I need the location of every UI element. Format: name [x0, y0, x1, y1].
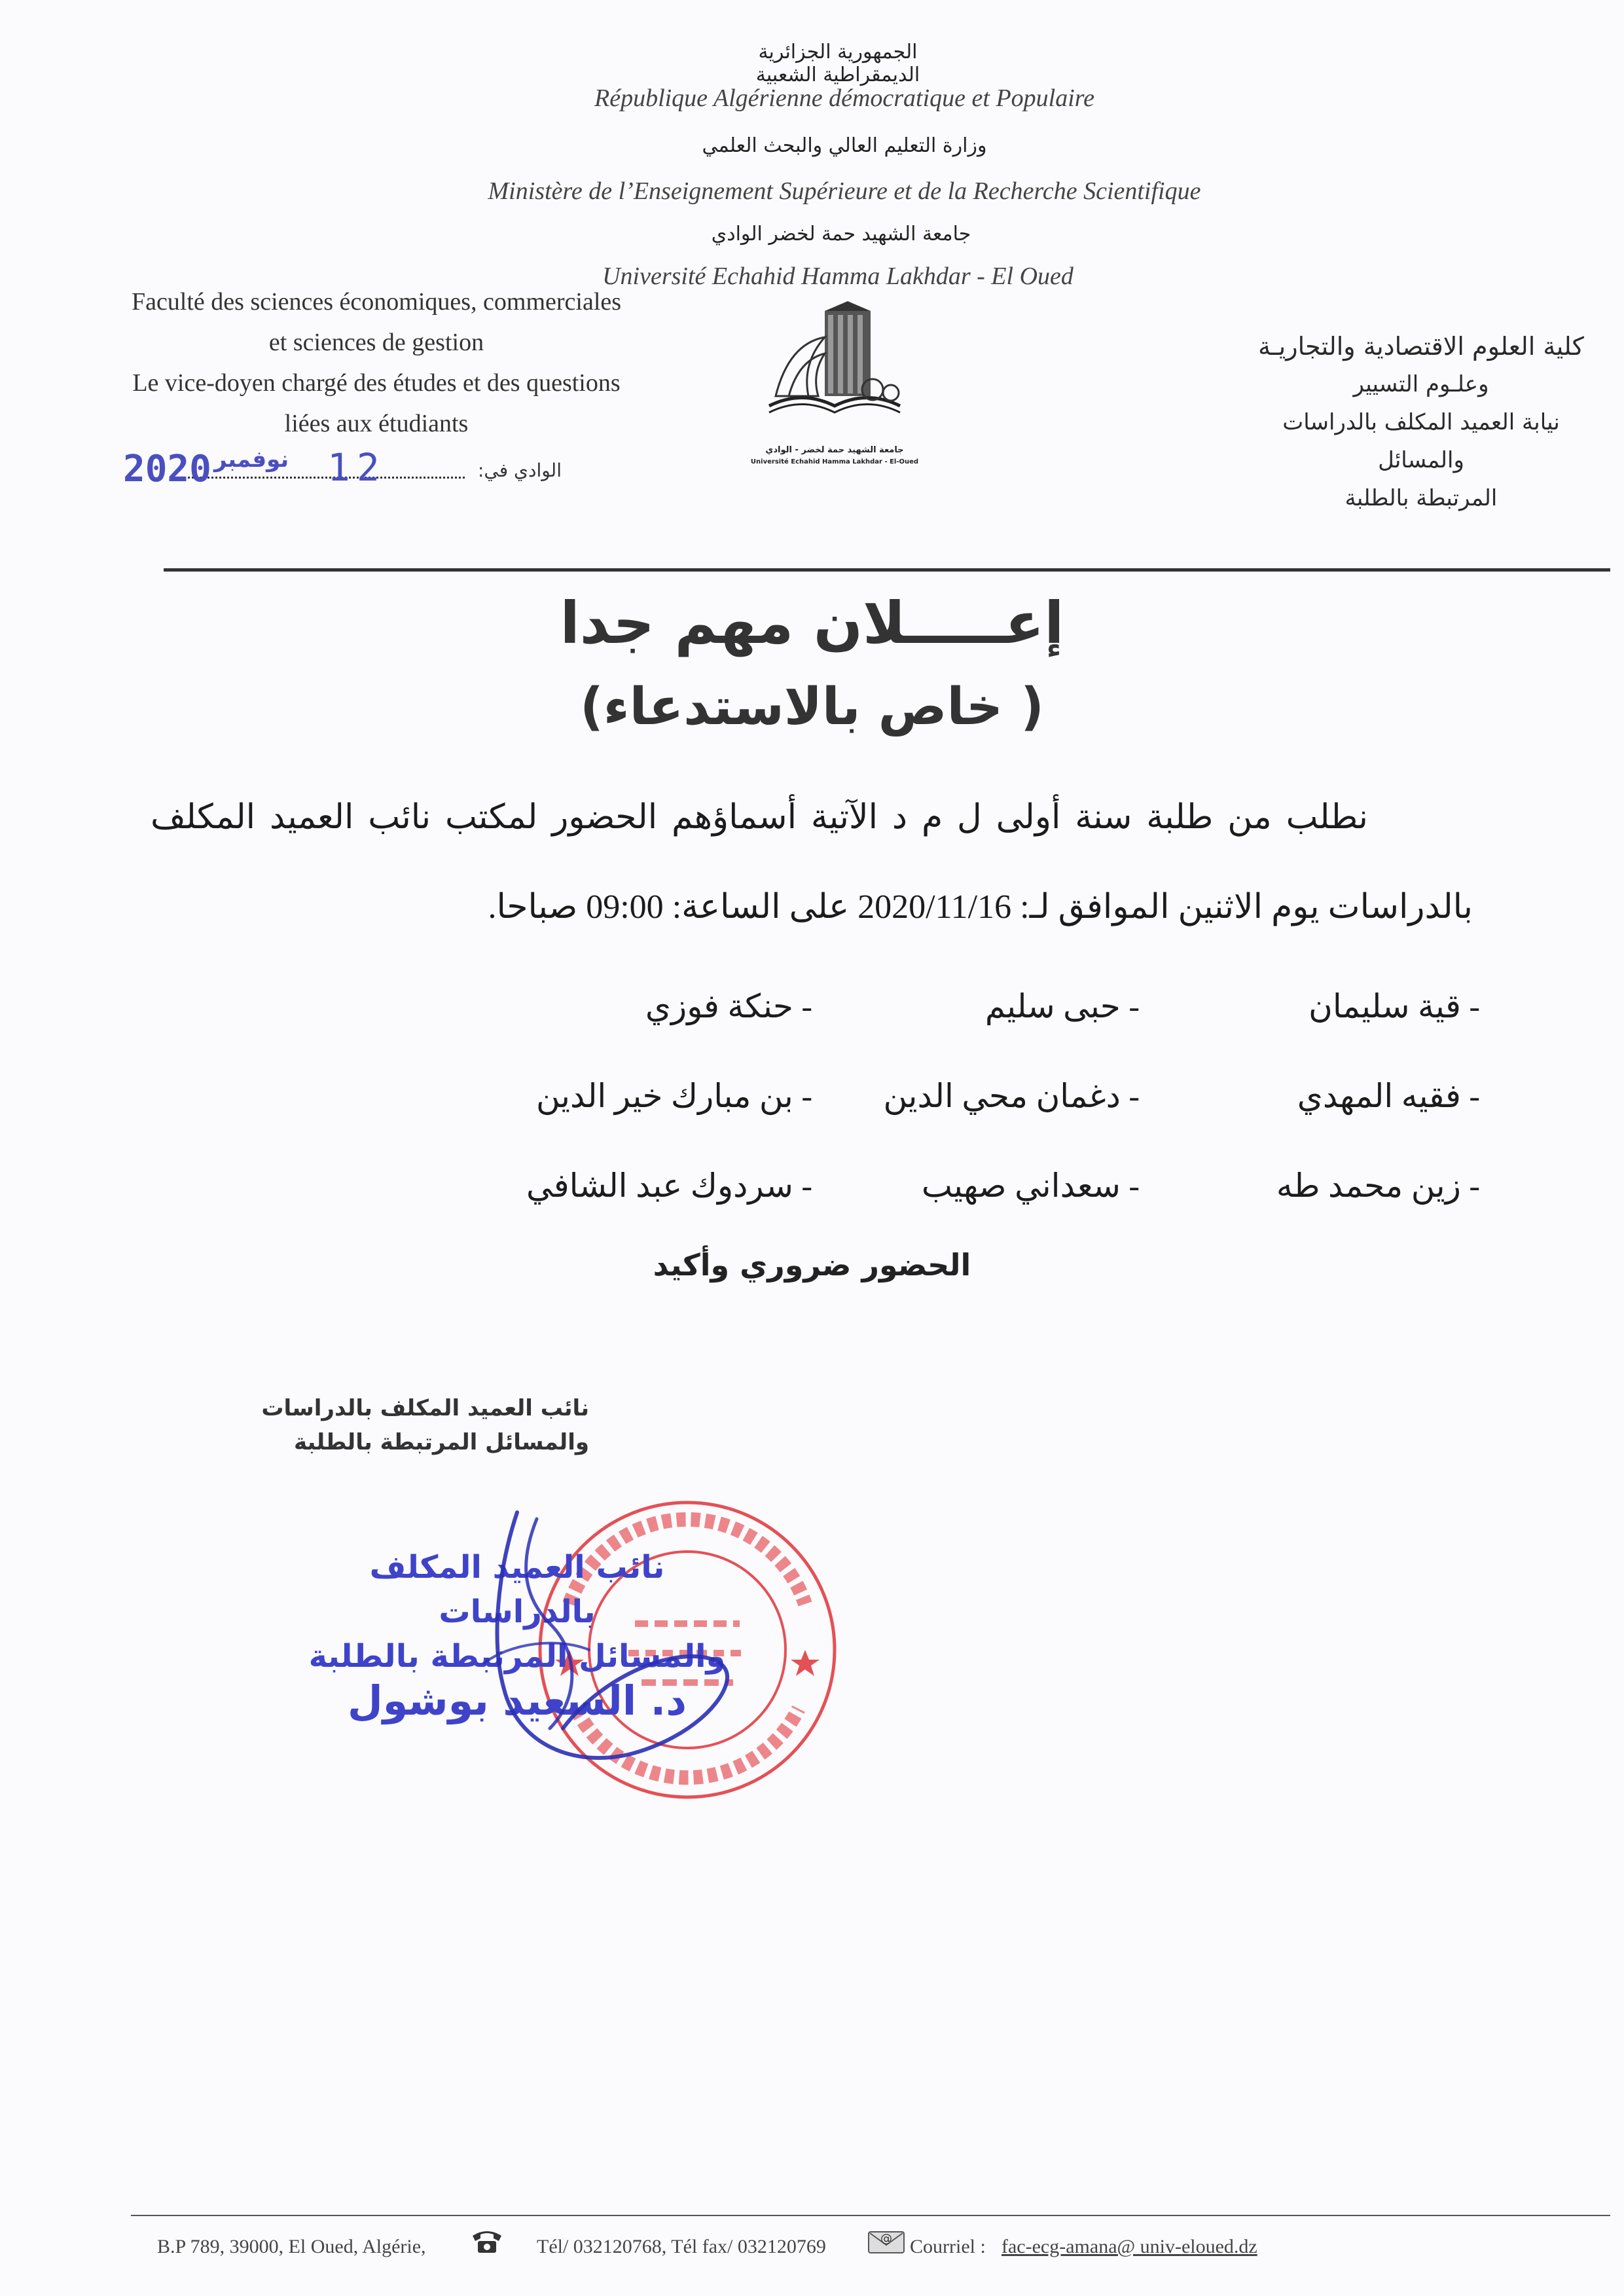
student-name: - قية سليمان — [1308, 988, 1480, 1025]
stamp-name: د. السعيد بوشول — [347, 1677, 687, 1724]
faculty-fr-block — [98, 282, 655, 444]
svg-text:@: @ — [880, 2232, 892, 2246]
stamp-line2: والمسائل المرتبطة بالطلبة — [308, 1638, 726, 1675]
announcement-body-line2: بالدراسات يوم الاثنين الموافق لـ: 2020/11/16 على الساعة: 09:00 صباحا. — [488, 888, 1473, 926]
signatory-title-line1: نائب العميد المكلف بالدراسات — [261, 1395, 589, 1421]
date-line — [111, 445, 569, 498]
faculty-fr-line2: et sciences de gestion — [268, 329, 484, 356]
date-month: نوفمبر — [214, 446, 289, 473]
logo-caption-fr: Université Echahid Hamma Lakhdar - El-Oued — [750, 458, 919, 465]
date-day: 12 — [327, 445, 386, 490]
header-divider — [164, 568, 1610, 572]
date-year: 2020 — [123, 448, 211, 490]
footer-phone: Tél/ 032120768, Tél fax/ 032120769 — [537, 2236, 826, 2257]
student-name: - حنكة فوزي — [645, 988, 812, 1025]
announcement-body-line1: نطلب من طلبة سنة أولى ل م د الآتية أسماؤهم الحضور لمكتب نائب العميد المكلف — [151, 799, 1368, 836]
university-logo — [763, 298, 907, 445]
faculty-fr-line4: liées aux étudiants — [284, 410, 469, 437]
student-name: - بن مبارك خير الدين — [535, 1078, 812, 1114]
faculty-ar-line2: وعلـوم التسيير — [1353, 371, 1489, 397]
faculty-ar-line4: المرتبطة بالطلبة — [1344, 485, 1498, 511]
email-icon — [867, 2228, 905, 2254]
date-dotted-line — [183, 477, 465, 479]
announcement-subtitle: ( خاص بالاستدعاء) — [580, 678, 1044, 737]
faculty-ar-line1: كلية العلوم الاقتصادية والتجاريـة — [1258, 332, 1584, 361]
footer-email-label: Courriel : — [910, 2236, 986, 2257]
footer-divider — [131, 2215, 1610, 2216]
student-name: - زين محمد طه — [1276, 1167, 1480, 1204]
republic-fr: République Algérienne démocratique et Populaire — [594, 84, 1095, 112]
ministry-fr: Ministère de l’Enseignement Supérieure et de la Recherche Scientifique — [488, 177, 1201, 205]
telephone-icon — [470, 2227, 504, 2255]
university-fr: Université Echahid Hamma Lakhdar - El Oued — [602, 263, 1074, 290]
footer-address: B.P 789, 39000, El Oued, Algérie, — [157, 2236, 426, 2257]
date-label: الوادي في: — [478, 460, 562, 481]
ministry-ar: وزارة التعليم العالي والبحث العلمي — [702, 134, 987, 157]
faculty-fr-line1: Faculté des sciences économiques, commerciales — [131, 288, 622, 316]
signatory-title — [249, 1391, 589, 1459]
attendance-mandatory-note: الحضور ضروري وأكيد — [653, 1247, 971, 1283]
stamp-line1: نائب العميد المكلف بالدراسات — [369, 1549, 665, 1630]
handwritten-signature — [419, 1493, 746, 1781]
footer — [157, 2232, 1623, 2275]
faculty-ar-block — [1238, 327, 1604, 517]
student-name: - سردوك عبد الشافي — [526, 1167, 812, 1204]
faculty-fr-line3: Le vice-doyen chargé des études et des questions — [132, 369, 621, 397]
announcement-title: إعـــــلان مهم جدا — [560, 589, 1064, 657]
republic-ar: الجمهورية الجزائرية الديمقراطية الشعبية — [755, 41, 920, 86]
student-name: - دغمان محي الدين — [883, 1078, 1140, 1114]
logo-caption-ar: جامعة الشهيد حمة لخضر - الوادي — [765, 445, 904, 455]
footer-email-link[interactable]: fac-ecg-amana@ univ-eloued.dz — [1001, 2236, 1257, 2257]
university-ar: جامعة الشهيد حمة لخضر الوادي — [711, 223, 971, 246]
signatory-title-line2: والمسائل المرتبطة بالطلبة — [293, 1429, 589, 1455]
faculty-ar-line3: نيابة العميد المكلف بالدراسات والمسائل — [1282, 409, 1560, 473]
student-name: - سعداني صهيب — [921, 1167, 1140, 1204]
student-name: - حبى سليم — [984, 988, 1140, 1025]
student-name: - فقيه المهدي — [1297, 1078, 1480, 1114]
